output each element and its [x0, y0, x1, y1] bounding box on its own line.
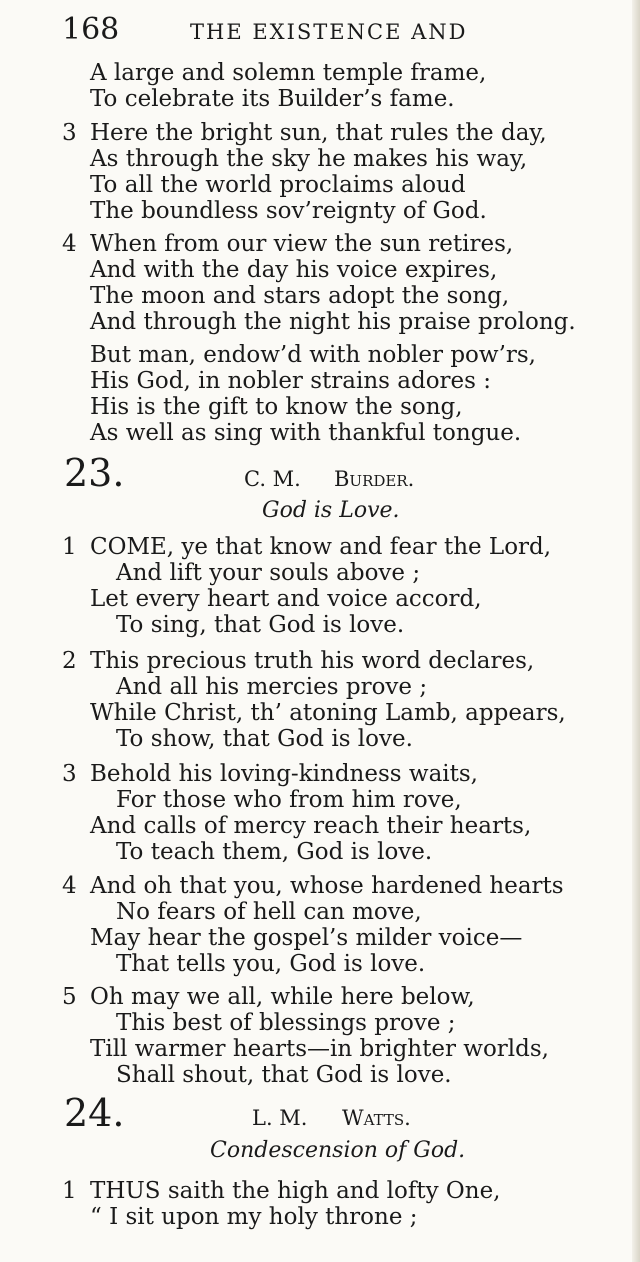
- verse-line: Till warmer hearts—in brighter worlds,: [90, 1036, 549, 1062]
- verse-line: But man, endow’d with nobler pow’rs,: [90, 342, 536, 368]
- verse-line: And calls of mercy reach their hearts,: [90, 813, 532, 839]
- verse-line: To teach them, God is love.: [116, 839, 433, 865]
- verse-line: And with the day his voice expires,: [90, 257, 498, 283]
- verse-line: To show, that God is love.: [116, 726, 413, 752]
- verse-line: No fears of hell can move,: [116, 899, 422, 925]
- verse-line: The boundless sov’reignty of God.: [90, 198, 487, 224]
- verse-line: To all the world proclaims aloud: [90, 172, 466, 198]
- page-header: [62, 12, 622, 52]
- verse-line: Let every heart and voice accord,: [90, 586, 482, 612]
- verse-line: And through the night his praise prolong.: [90, 309, 576, 335]
- verse-line: Shall shout, that God is love.: [116, 1062, 452, 1088]
- stanza-number: 1: [62, 534, 77, 560]
- verse-line: This best of blessings prove ;: [116, 1010, 456, 1036]
- verse-line: That tells you, God is love.: [116, 951, 426, 977]
- verse-line: “ I sit upon my holy throne ;: [90, 1204, 418, 1230]
- verse-line: And lift your souls above ;: [116, 560, 421, 586]
- hymn-meter: C. M.: [244, 467, 301, 491]
- hymn-number: 23.: [64, 451, 125, 495]
- verse-line: While Christ, th’ atoning Lamb, appears,: [90, 700, 566, 726]
- verse-line: To sing, that God is love.: [116, 612, 405, 638]
- hymn-subtitle: God is Love.: [262, 498, 400, 523]
- verse-line: May hear the gospel’s milder voice—: [90, 925, 523, 951]
- verse-line: As well as sing with thankful tongue.: [90, 420, 522, 446]
- page-edge-shadow: [632, 0, 640, 1262]
- verse-line: When from our view the sun retires,: [90, 231, 514, 257]
- verse-line: His God, in nobler strains adores :: [90, 368, 492, 394]
- verse-line: This precious truth his word declares,: [90, 648, 535, 674]
- page-number: 168: [62, 12, 120, 47]
- stanza-number: 4: [62, 231, 77, 257]
- verse-line: Behold his loving-kindness waits,: [90, 761, 478, 787]
- verse-line: His is the gift to know the song,: [90, 394, 463, 420]
- verse-line: Oh may we all, while here below,: [90, 984, 475, 1010]
- running-title: THE EXISTENCE AND: [190, 20, 468, 44]
- verse-line: And oh that you, whose hardened hearts: [90, 873, 564, 899]
- verse-line: As through the sky he makes his way,: [90, 146, 528, 172]
- verse-line: The moon and stars adopt the song,: [90, 283, 510, 309]
- verse-line: And all his mercies prove ;: [116, 674, 428, 700]
- stanza-number: 5: [62, 984, 77, 1010]
- stanza-number: 3: [62, 120, 77, 146]
- hymn-number: 24.: [64, 1091, 125, 1135]
- hymn-author: Watts.: [342, 1106, 411, 1130]
- verse-line: A large and solemn temple frame,: [90, 60, 487, 86]
- stanza-number: 3: [62, 761, 77, 787]
- hymn-author: Burder.: [334, 467, 415, 491]
- verse-line: COME, ye that know and fear the Lord,: [90, 534, 552, 560]
- stanza-number: 1: [62, 1178, 77, 1204]
- verse-line: For those who from him rove,: [116, 787, 462, 813]
- stanza-number: 4: [62, 873, 77, 899]
- hymn-subtitle: Condescension of God.: [210, 1138, 466, 1163]
- verse-line: THUS saith the high and lofty One,: [90, 1178, 501, 1204]
- verse-line: Here the bright sun, that rules the day,: [90, 120, 547, 146]
- hymn-meter: L. M.: [252, 1106, 308, 1130]
- verse-line: To celebrate its Builder’s fame.: [90, 86, 455, 112]
- stanza-number: 2: [62, 648, 77, 674]
